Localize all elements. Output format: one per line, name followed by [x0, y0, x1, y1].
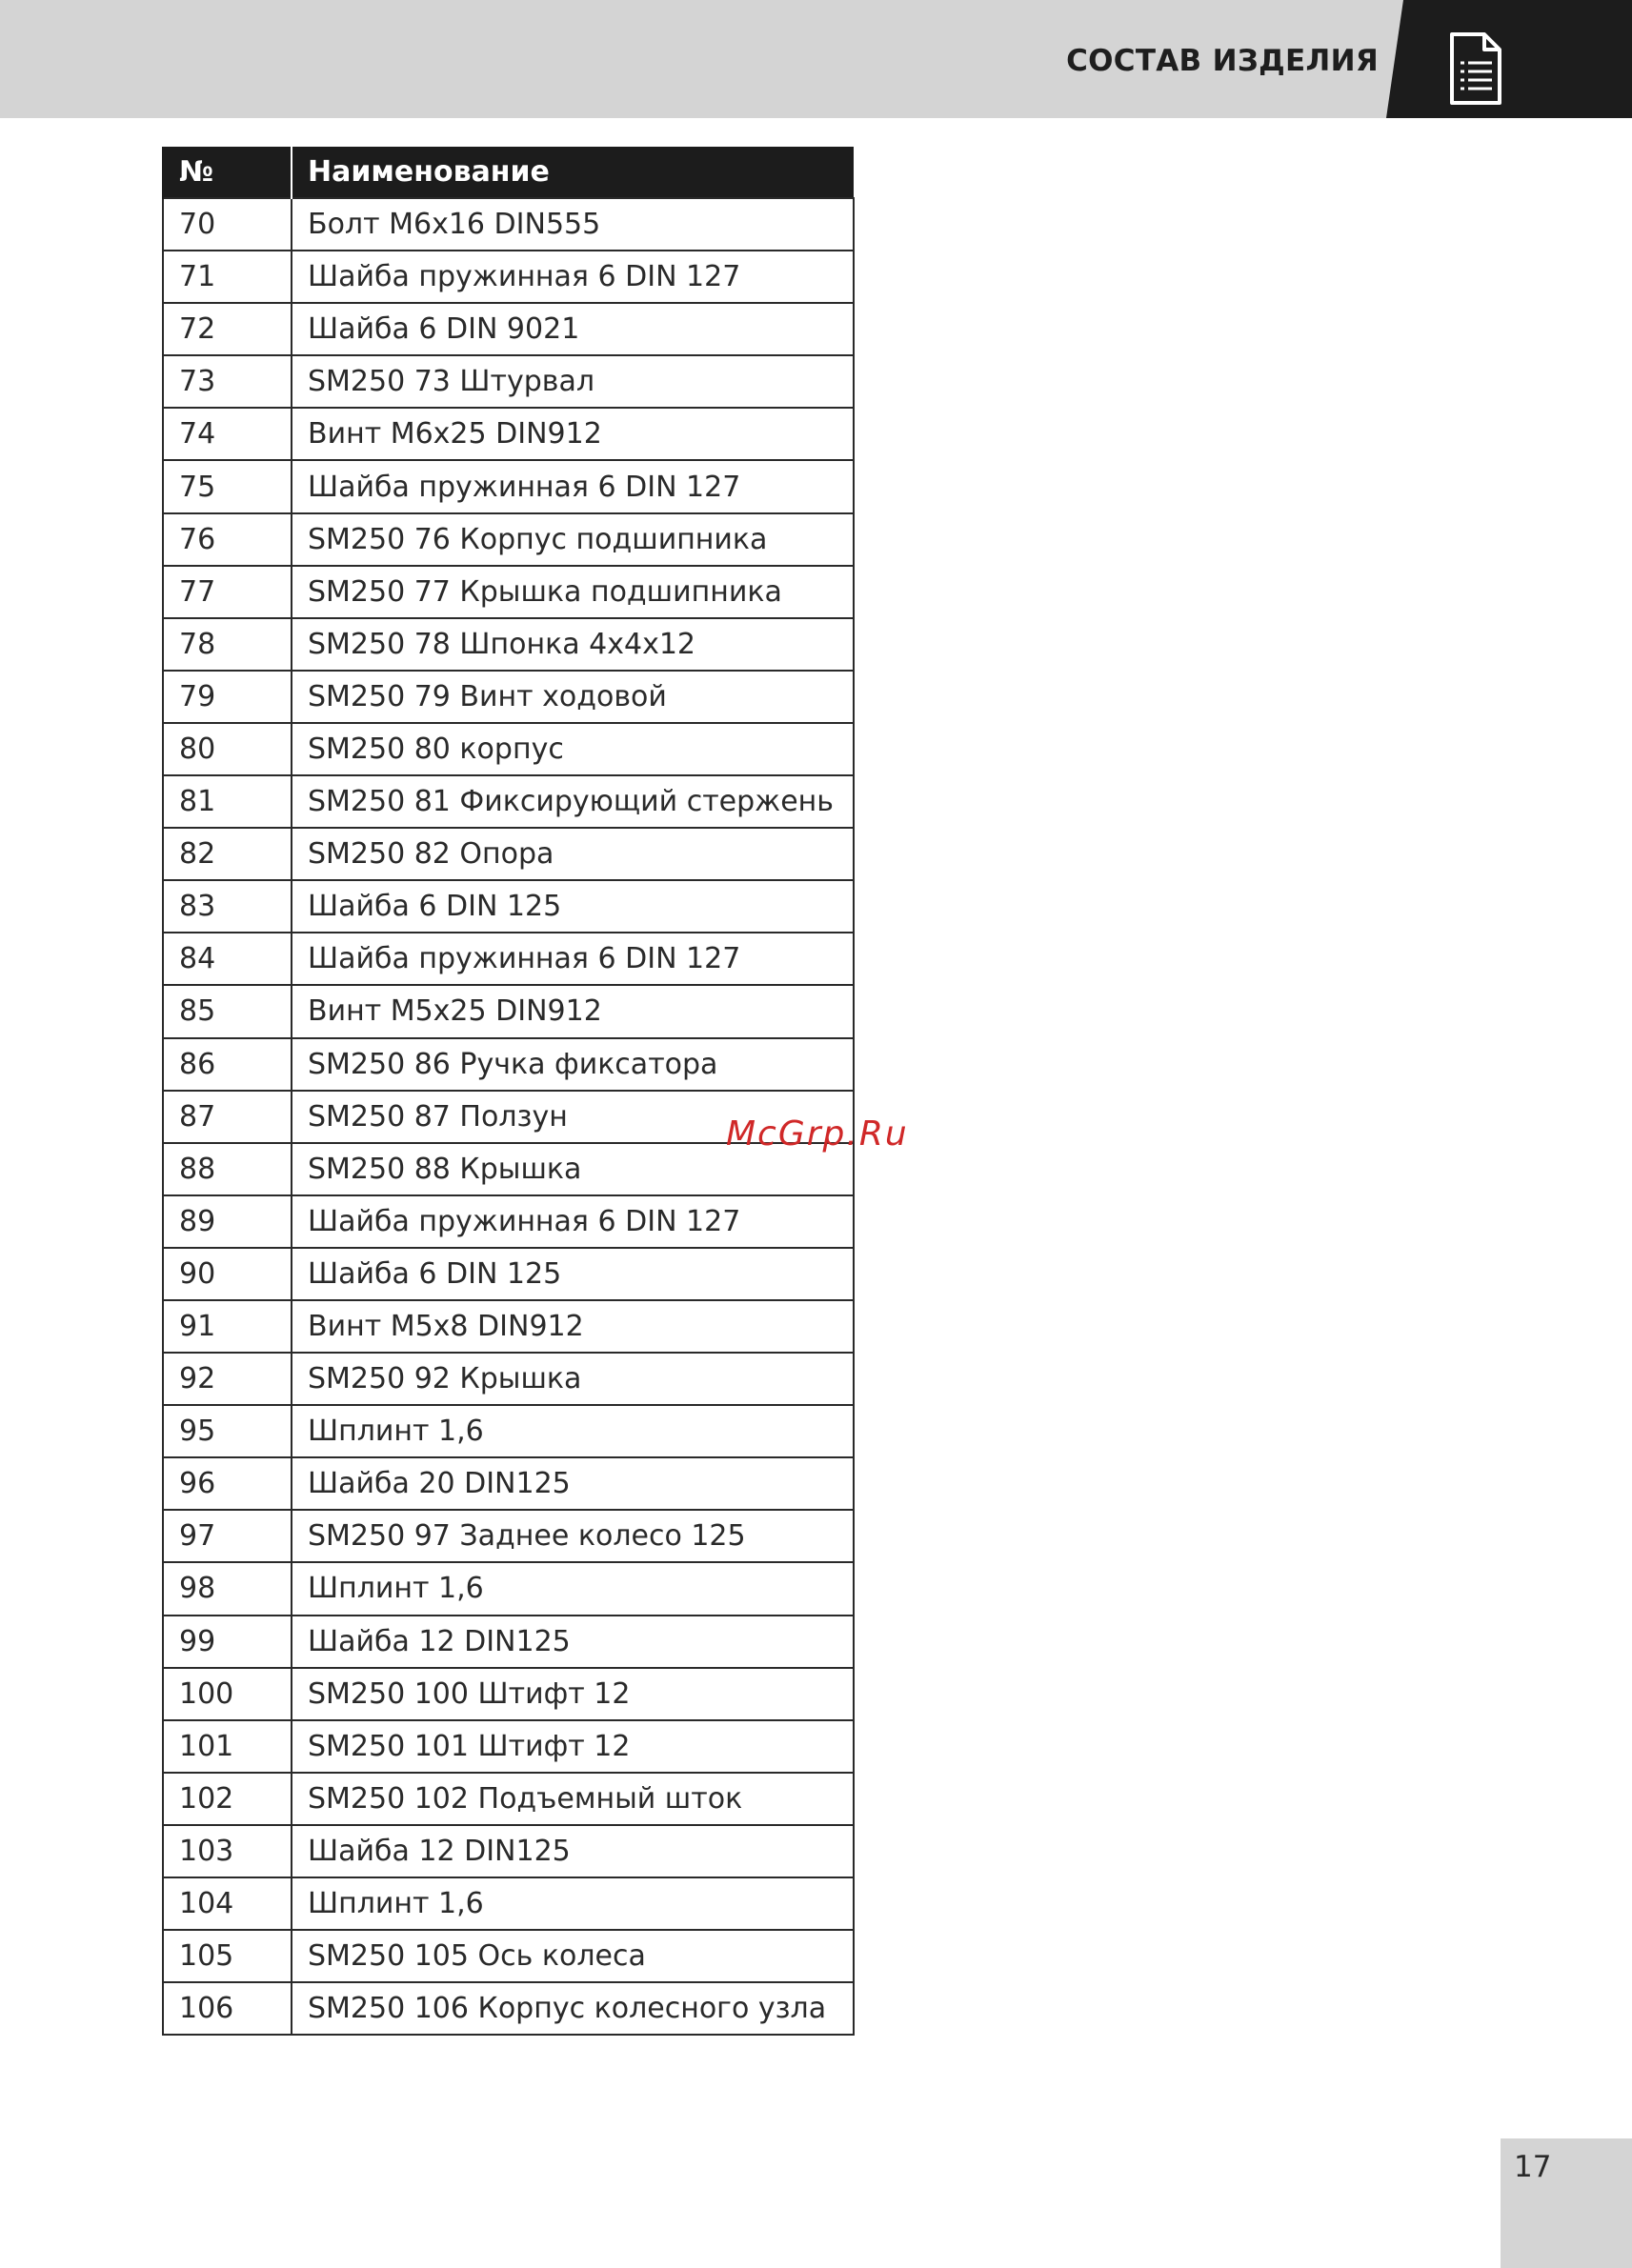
table-row — [163, 671, 854, 723]
part-name: SM250 97 Заднее колесо 125 — [292, 1510, 854, 1562]
part-name: SM250 76 Корпус подшипника — [292, 513, 854, 566]
part-number: 99 — [163, 1616, 292, 1668]
table-row — [163, 723, 854, 775]
table-row — [163, 1457, 854, 1510]
part-number: 79 — [163, 671, 292, 723]
part-number: 91 — [163, 1300, 292, 1353]
part-number: 83 — [163, 880, 292, 933]
part-number: 103 — [163, 1825, 292, 1877]
part-number: 100 — [163, 1668, 292, 1720]
part-number: 72 — [163, 303, 292, 355]
table-row — [163, 1773, 854, 1825]
table-row — [163, 985, 854, 1037]
watermark: McGrp.Ru — [726, 1114, 909, 1154]
part-number: 75 — [163, 460, 292, 512]
part-number: 77 — [163, 566, 292, 618]
table-row — [163, 1248, 854, 1300]
part-name: Шайба пружинная 6 DIN 127 — [292, 251, 854, 303]
part-name: Болт М6х16 DIN555 — [292, 198, 854, 251]
table-row — [163, 303, 854, 355]
part-number: 98 — [163, 1562, 292, 1615]
part-number: 90 — [163, 1248, 292, 1300]
table-row — [163, 1038, 854, 1091]
part-number: 87 — [163, 1091, 292, 1143]
part-name: Шплинт 1,6 — [292, 1562, 854, 1615]
table-row — [163, 355, 854, 408]
part-number: 76 — [163, 513, 292, 566]
table-row — [163, 1616, 854, 1668]
part-number: 71 — [163, 251, 292, 303]
part-number: 78 — [163, 618, 292, 671]
table-row — [163, 1405, 854, 1457]
table-row — [163, 1668, 854, 1720]
header-band — [0, 0, 1632, 118]
column-header-name: Наименование — [292, 147, 854, 198]
part-name: Шплинт 1,6 — [292, 1405, 854, 1457]
table-row — [163, 1195, 854, 1248]
section-title: СОСТАВ ИЗДЕЛИЯ — [1066, 44, 1379, 78]
part-name: Шайба 12 DIN125 — [292, 1616, 854, 1668]
part-name: SM250 80 корпус — [292, 723, 854, 775]
part-number: 104 — [163, 1877, 292, 1930]
table-row — [163, 775, 854, 828]
part-number: 89 — [163, 1195, 292, 1248]
part-name: SM250 77 Крышка подшипника — [292, 566, 854, 618]
table-row — [163, 1353, 854, 1405]
part-name: Шайба 6 DIN 125 — [292, 880, 854, 933]
table-header-row — [163, 147, 854, 198]
part-number: 73 — [163, 355, 292, 408]
part-name: SM250 101 Штифт 12 — [292, 1720, 854, 1773]
part-name: SM250 87 Ползун — [292, 1091, 854, 1143]
part-name: Винт М5х25 DIN912 — [292, 985, 854, 1037]
table-row — [163, 513, 854, 566]
part-number: 85 — [163, 985, 292, 1037]
table-row — [163, 566, 854, 618]
part-name: SM250 81 Фиксирующий стержень — [292, 775, 854, 828]
part-number: 95 — [163, 1405, 292, 1457]
part-name: SM250 82 Опора — [292, 828, 854, 880]
part-name: SM250 100 Штифт 12 — [292, 1668, 854, 1720]
part-number: 80 — [163, 723, 292, 775]
part-number: 97 — [163, 1510, 292, 1562]
part-number: 96 — [163, 1457, 292, 1510]
part-number: 74 — [163, 408, 292, 460]
part-number: 70 — [163, 198, 292, 251]
part-number: 81 — [163, 775, 292, 828]
table-row — [163, 618, 854, 671]
part-name: SM250 79 Винт ходовой — [292, 671, 854, 723]
table-row — [163, 828, 854, 880]
part-name: Шайба 12 DIN125 — [292, 1825, 854, 1877]
table-row — [163, 1720, 854, 1773]
part-number: 102 — [163, 1773, 292, 1825]
part-name: Шайба пружинная 6 DIN 127 — [292, 1195, 854, 1248]
part-number: 105 — [163, 1930, 292, 1982]
part-name: SM250 106 Корпус колесного узла — [292, 1982, 854, 2035]
table-row — [163, 880, 854, 933]
part-name: Шплинт 1,6 — [292, 1877, 854, 1930]
part-name: Шайба 6 DIN 125 — [292, 1248, 854, 1300]
part-name: SM250 92 Крышка — [292, 1353, 854, 1405]
table-row — [163, 251, 854, 303]
table-row — [163, 1930, 854, 1982]
parts-table — [162, 147, 855, 2036]
table-row — [163, 1510, 854, 1562]
part-number: 92 — [163, 1353, 292, 1405]
part-name: Шайба пружинная 6 DIN 127 — [292, 933, 854, 985]
part-number: 86 — [163, 1038, 292, 1091]
part-name: SM250 78 Шпонка 4х4х12 — [292, 618, 854, 671]
part-number: 88 — [163, 1143, 292, 1195]
part-number: 82 — [163, 828, 292, 880]
table-row — [163, 1982, 854, 2035]
page-number-box — [1501, 2138, 1632, 2268]
part-name: Винт М6х25 DIN912 — [292, 408, 854, 460]
table-row — [163, 1877, 854, 1930]
part-name: Шайба пружинная 6 DIN 127 — [292, 460, 854, 512]
part-number: 101 — [163, 1720, 292, 1773]
document-list-icon — [1448, 30, 1503, 107]
header-icon-block — [1386, 0, 1632, 118]
table-row — [163, 408, 854, 460]
part-number: 106 — [163, 1982, 292, 2035]
table-row — [163, 1562, 854, 1615]
part-name: SM250 102 Подъемный шток — [292, 1773, 854, 1825]
part-name: SM250 86 Ручка фиксатора — [292, 1038, 854, 1091]
part-name: SM250 88 Крышка — [292, 1143, 854, 1195]
part-name: SM250 105 Ось колеса — [292, 1930, 854, 1982]
part-name: Шайба 20 DIN125 — [292, 1457, 854, 1510]
table-row — [163, 460, 854, 512]
part-name: Шайба 6 DIN 9021 — [292, 303, 854, 355]
part-number: 84 — [163, 933, 292, 985]
part-name: Винт М5х8 DIN912 — [292, 1300, 854, 1353]
part-name: SM250 73 Штурвал — [292, 355, 854, 408]
table-row — [163, 933, 854, 985]
column-header-number: № — [163, 147, 292, 198]
table-row — [163, 1300, 854, 1353]
page-number: 17 — [1514, 2150, 1552, 2184]
table-row — [163, 198, 854, 251]
table-row — [163, 1825, 854, 1877]
